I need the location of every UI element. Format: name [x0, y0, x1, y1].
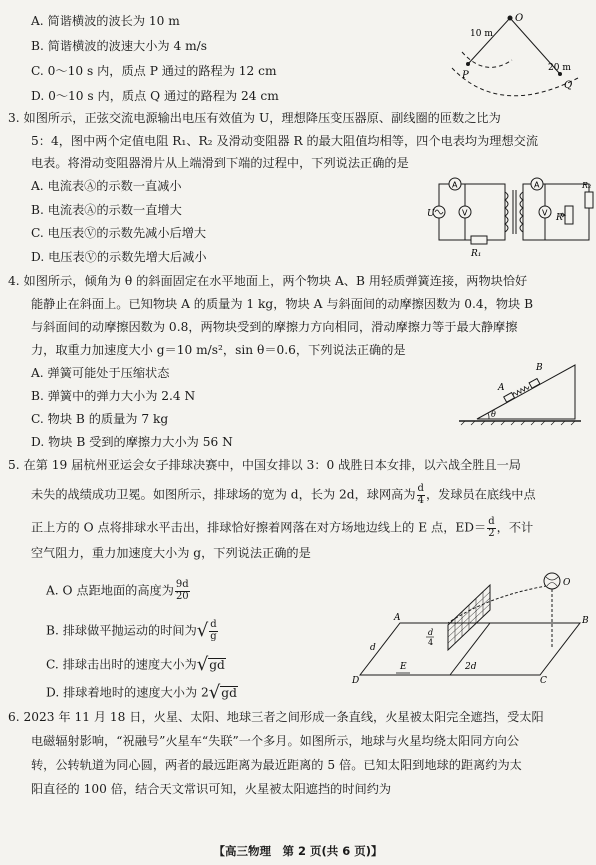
- q2-label-q: Q: [564, 80, 573, 91]
- q5-label-d4-den: 4: [428, 638, 434, 647]
- q2-option-d: D. 0～10 s 内，质点 Q 通过的路程为 24 cm: [31, 89, 279, 103]
- q2-label-10m: 10 m: [470, 29, 493, 39]
- q4-blocks: [504, 379, 540, 403]
- q3-ammeter-2-label: A: [534, 180, 540, 190]
- q5-label-a: A: [394, 613, 401, 623]
- q4-stem-line4: 力，取重力加速度大小 g＝10 m/s²，sin θ＝0.6，下列说法正确的是: [31, 343, 406, 357]
- q2-option-c: C. 0～10 s 内，质点 P 通过的路程为 12 cm: [31, 64, 277, 78]
- q5-stem-line3: 正上方的 O 点将排球水平击出，排球恰好擦着网落在对方场地边线上的 E 点，ED＝ $\frac{d}{2}$ ，不计: [31, 516, 534, 539]
- q3-stem-line2: 5：4，图中两个定值电阻 R₁、R₂ 及滑动变阻器 R 的最大阻值均相等，四个电表均为理想交流: [31, 134, 539, 148]
- q5-option-a: A. O 点距地面的高度为 $\frac{9d}{20}$: [46, 579, 189, 602]
- q3-primary-loop: [439, 184, 505, 240]
- q3-label-r: R: [556, 213, 563, 223]
- q3-option-b: B. 电流表Ⓐ的示数一直增大: [31, 203, 182, 217]
- q5-option-c: C. 排球击出时的速度大小为√gd: [46, 654, 225, 675]
- q5-label-c: C: [540, 676, 547, 685]
- q5-ed-fraction: $\frac{d}{2}$: [488, 516, 495, 539]
- q2-point-o: [508, 16, 513, 21]
- q3-resistor-r1: [471, 236, 487, 244]
- q4-option-d: D. 物块 B 受到的摩擦力大小为 56 N: [31, 435, 233, 449]
- q5-stem-line1: 5. 在第 19 届杭州亚运会女子排球决赛中，中国女排以 3：0 战胜日本女排，以六战全胜且一局: [8, 458, 521, 472]
- q6-stem-line1: 6. 2023 年 11 月 18 日，火星、太阳、地球三者之间形成一条直线，火星被太阳完全遮挡，受太阳: [8, 710, 544, 724]
- q5-label-b: B: [582, 616, 589, 626]
- q3-circuit-figure: [425, 176, 595, 264]
- q5-label-2d: 2d: [465, 662, 477, 672]
- q3-label-r2: R₂: [582, 181, 592, 190]
- q2-label-o: O: [515, 13, 524, 24]
- q3-rheostat-r: [565, 206, 573, 224]
- q4-option-a: A. 弹簧可能处于压缩状态: [31, 366, 170, 380]
- q4-label-a: A: [498, 383, 505, 393]
- q3-option-d: D. 电压表Ⓥ的示数先增大后减小: [31, 250, 207, 264]
- q3-stem-line3: 电表。将滑动变阻器滑片从上端滑到下端的过程中，下列说法正确的是: [31, 156, 409, 170]
- q3-option-a: A. 电流表Ⓐ的示数一直减小: [31, 179, 182, 193]
- q2-label-p: P: [462, 70, 469, 81]
- q3-voltmeter-2-label: V: [542, 208, 548, 218]
- q4-stem-line1: 4. 如图所示，倾角为 θ 的斜面固定在水平地面上，两个物块 A、B 用轻质弹簧连接，两物块恰好: [8, 274, 528, 288]
- q2-option-b: B. 简谐横波的波速大小为 4 m/s: [31, 39, 207, 53]
- q6-stem-line3: 转，公转轨道为同心圆，两者的最远距离为最近距离的 5 倍。已知太阳到地球的距离约为太: [31, 758, 522, 772]
- q4-label-theta: θ: [491, 410, 496, 419]
- q4-angle-arc: [488, 413, 489, 419]
- q4-stem-line2: 能静止在斜面上。已知物块 A 的质量为 1 kg，物块 A 与斜面间的动摩擦因数为 0.4，物块 B: [31, 297, 534, 311]
- q3-label-u: U: [427, 209, 435, 219]
- q5-label-side-d: d: [370, 643, 376, 653]
- q2-point-p: [466, 62, 470, 66]
- q5-volleyball: [544, 573, 560, 589]
- q4-option-b: B. 弹簧中的弹力大小为 2.4 N: [31, 389, 196, 403]
- q5-net-mesh: [448, 592, 490, 643]
- q3-secondary-loop: [523, 184, 589, 240]
- q3-option-c: C. 电压表Ⓥ的示数先减小后增大: [31, 226, 207, 240]
- q6-stem-line4: 阳直径的 100 倍，结合天文常识可知，火星被太阳遮挡的时间约为: [31, 782, 392, 796]
- q2-label-20m: 20 m: [548, 63, 571, 73]
- q3-voltmeter-1-label: V: [462, 208, 468, 218]
- q3-stem-line1: 3. 如图所示，正弦交流电源输出电压有效值为 U，理想降压变压器原、副线圈的匝数之比为: [8, 111, 501, 125]
- q4-label-b: B: [536, 363, 543, 373]
- q5-label-d4-num: d: [428, 628, 434, 637]
- q5-net-height-fraction: $\frac{d}{4}$: [417, 483, 424, 506]
- q2-line-op: [468, 18, 510, 64]
- q3-resistor-r2: [585, 192, 593, 208]
- q5-option-d: D. 排球着地时的速度大小为 2√gd: [46, 682, 237, 703]
- q6-stem-line2: 电磁辐射影响，“祝融号”火星车“失联”一个多月。如图所示，地球与火星均绕太阳同方向公: [31, 734, 520, 748]
- q2-wave-figure: [440, 8, 590, 108]
- q4-stem-line3: 与斜面间的动摩擦因数为 0.8，两物块受到的摩擦力方向相同，滑动摩擦力等于最大静摩擦: [31, 320, 518, 334]
- q5-trajectory: [448, 585, 552, 623]
- q4-block-a: [504, 393, 515, 403]
- q5-option-b: B. 排球做平抛运动的时间为√ $\frac{d}{g}$: [46, 619, 217, 642]
- q4-incline-figure: [455, 355, 585, 430]
- q5-stem-line2: 未失的战绩成功卫冕。如图所示，排球场的宽为 d，长为 2d，球网高为 $\frac{d}{4}$ ，发球员在底线中点: [31, 483, 536, 506]
- q5-label-d: D: [352, 676, 360, 685]
- q5-label-e: E: [400, 662, 407, 672]
- q5-stem-line4: 空气阻力，重力加速度大小为 g，下列说法正确的是: [31, 546, 311, 560]
- q5-label-o: O: [563, 578, 571, 588]
- page-footer: 【高三物理 第 2 页(共 6 页)】: [213, 844, 383, 858]
- q3-label-r1: R₁: [471, 249, 482, 259]
- q5-court-figure: [350, 565, 590, 685]
- q2-option-a: A. 简谐横波的波长为 10 m: [31, 14, 180, 28]
- q4-option-c: C. 物块 B 的质量为 7 kg: [31, 412, 169, 426]
- q3-ammeter-1-label: A: [452, 180, 458, 190]
- q4-block-b: [529, 379, 540, 389]
